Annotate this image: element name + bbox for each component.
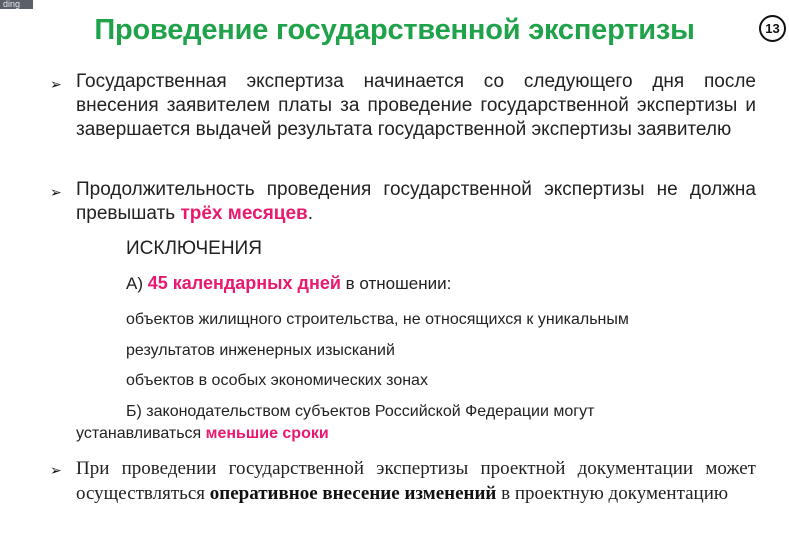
45-days-highlight: 45 календарных дней xyxy=(147,273,341,293)
arrow-bullet-icon: ➢ xyxy=(50,184,62,200)
arrow-bullet-icon: ➢ xyxy=(50,462,62,478)
exception-a-item: объектов жилищного строительства, не относящихся к уникальным xyxy=(126,311,629,328)
exception-b-continuation: устанавливаться меньшие сроки xyxy=(76,425,329,442)
page-number-badge: 13 xyxy=(759,15,786,42)
exception-a-item: объектов в особых экономических зонах xyxy=(126,372,428,389)
exception-b: Б) законодательством субъектов Российской Федерации могут xyxy=(126,403,595,420)
exception-a: А) 45 календарных дней в отношении: xyxy=(126,273,452,293)
bullet-3-text: При проведении государственной экспертизы проектной документации может осуществляться оперативное внесение изменений в проектную документацию xyxy=(76,458,756,504)
shorter-terms-highlight: меньшие сроки xyxy=(205,425,329,442)
window-corner-label: ding xyxy=(0,0,33,9)
three-months-highlight: трёх месяцев xyxy=(180,203,308,224)
slide-title: Проведение государственной экспертизы xyxy=(94,14,695,46)
bullet-2-text: Продолжительность проведения государственной экспертизы не должна превышать трёх месяцев. xyxy=(76,179,756,224)
operative-changes-highlight: оперативное внесение изменений xyxy=(209,483,497,504)
exceptions-heading: ИСКЛЮЧЕНИЯ xyxy=(126,238,262,259)
arrow-bullet-icon: ➢ xyxy=(50,76,62,92)
bullet-1-text: Государственная экспертиза начинается со следующего дня после внесения заявителем платы за проведение государственной экспертизы и завершается выдачей результата государственной экспертизы заявителю xyxy=(76,71,756,140)
exception-a-item: результатов инженерных изысканий xyxy=(126,342,395,359)
